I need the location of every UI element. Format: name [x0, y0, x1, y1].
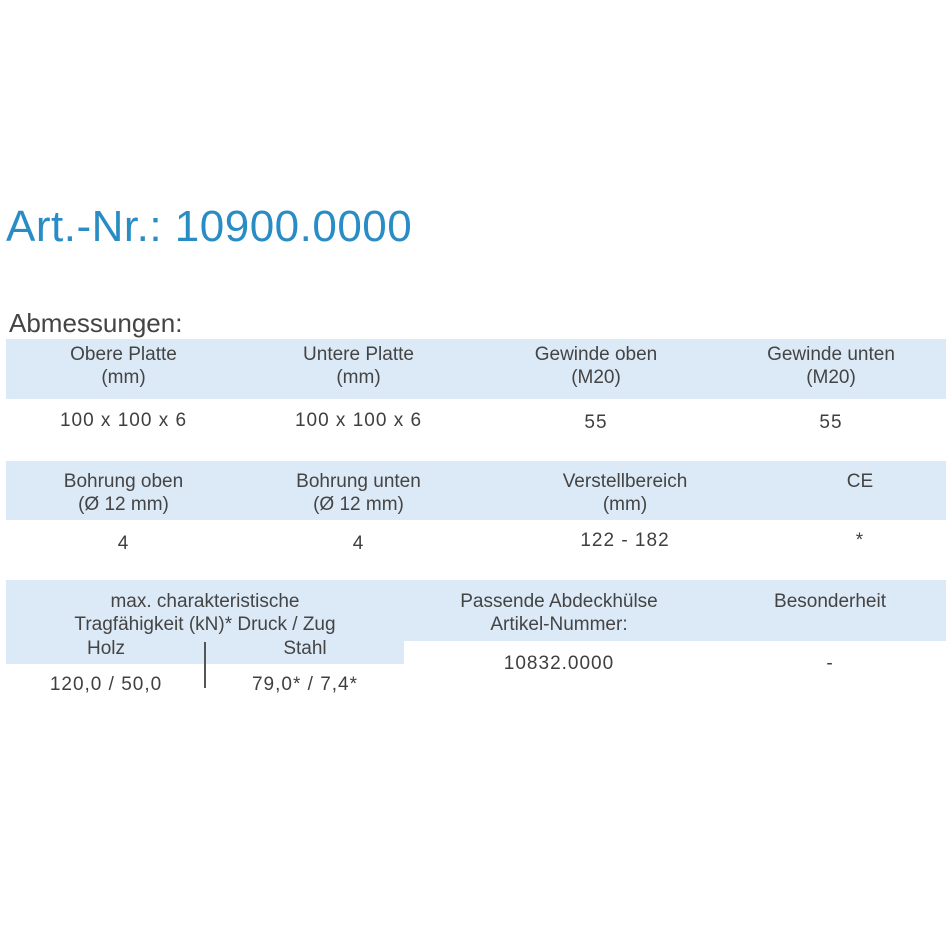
header-bohrung-oben: Bohrung oben (Ø 12 mm)	[63, 471, 184, 515]
header-ce: CE	[846, 471, 874, 492]
value-gewinde-oben: 55	[584, 412, 608, 433]
value-stahl: 79,0* / 7,4*	[251, 674, 359, 695]
header-besonderheit: Besonderheit	[774, 591, 886, 612]
header-abdeckhuelse: Passende Abdeckhülse Artikel-Nummer:	[460, 591, 658, 635]
value-bohrung-oben: 4	[117, 533, 130, 554]
header-bohrung-unten: Bohrung unten (Ø 12 mm)	[296, 471, 421, 515]
value-holz: 120,0 / 50,0	[49, 674, 163, 695]
value-untere-platte: 100 x 100 x 6	[294, 410, 423, 431]
header-obere-platte: Obere Platte (mm)	[70, 344, 177, 388]
header-untere-platte: Untere Platte (mm)	[303, 344, 414, 388]
header-capacity: max. charakteristische Tragfähigkeit (kN)* Druck / Zug	[74, 591, 336, 635]
header-gewinde-unten: Gewinde unten (M20)	[767, 344, 895, 388]
header-verstellbereich: Verstellbereich (mm)	[562, 471, 688, 515]
value-gewinde-unten: 55	[819, 412, 843, 433]
value-abdeckhuelse: 10832.0000	[503, 653, 615, 674]
value-ce: *	[855, 530, 865, 551]
article-number-title: Art.-Nr.: 10900.0000	[6, 202, 413, 251]
value-obere-platte: 100 x 100 x 6	[59, 410, 188, 431]
header-stahl: Stahl	[283, 638, 327, 659]
value-bohrung-unten: 4	[352, 533, 365, 554]
header-holz: Holz	[86, 638, 125, 659]
dimensions-section-label: Abmessungen:	[9, 308, 183, 338]
value-besonderheit: -	[826, 653, 834, 674]
value-verstellbereich: 122 - 182	[580, 530, 670, 551]
header-gewinde-oben: Gewinde oben (M20)	[534, 344, 658, 388]
